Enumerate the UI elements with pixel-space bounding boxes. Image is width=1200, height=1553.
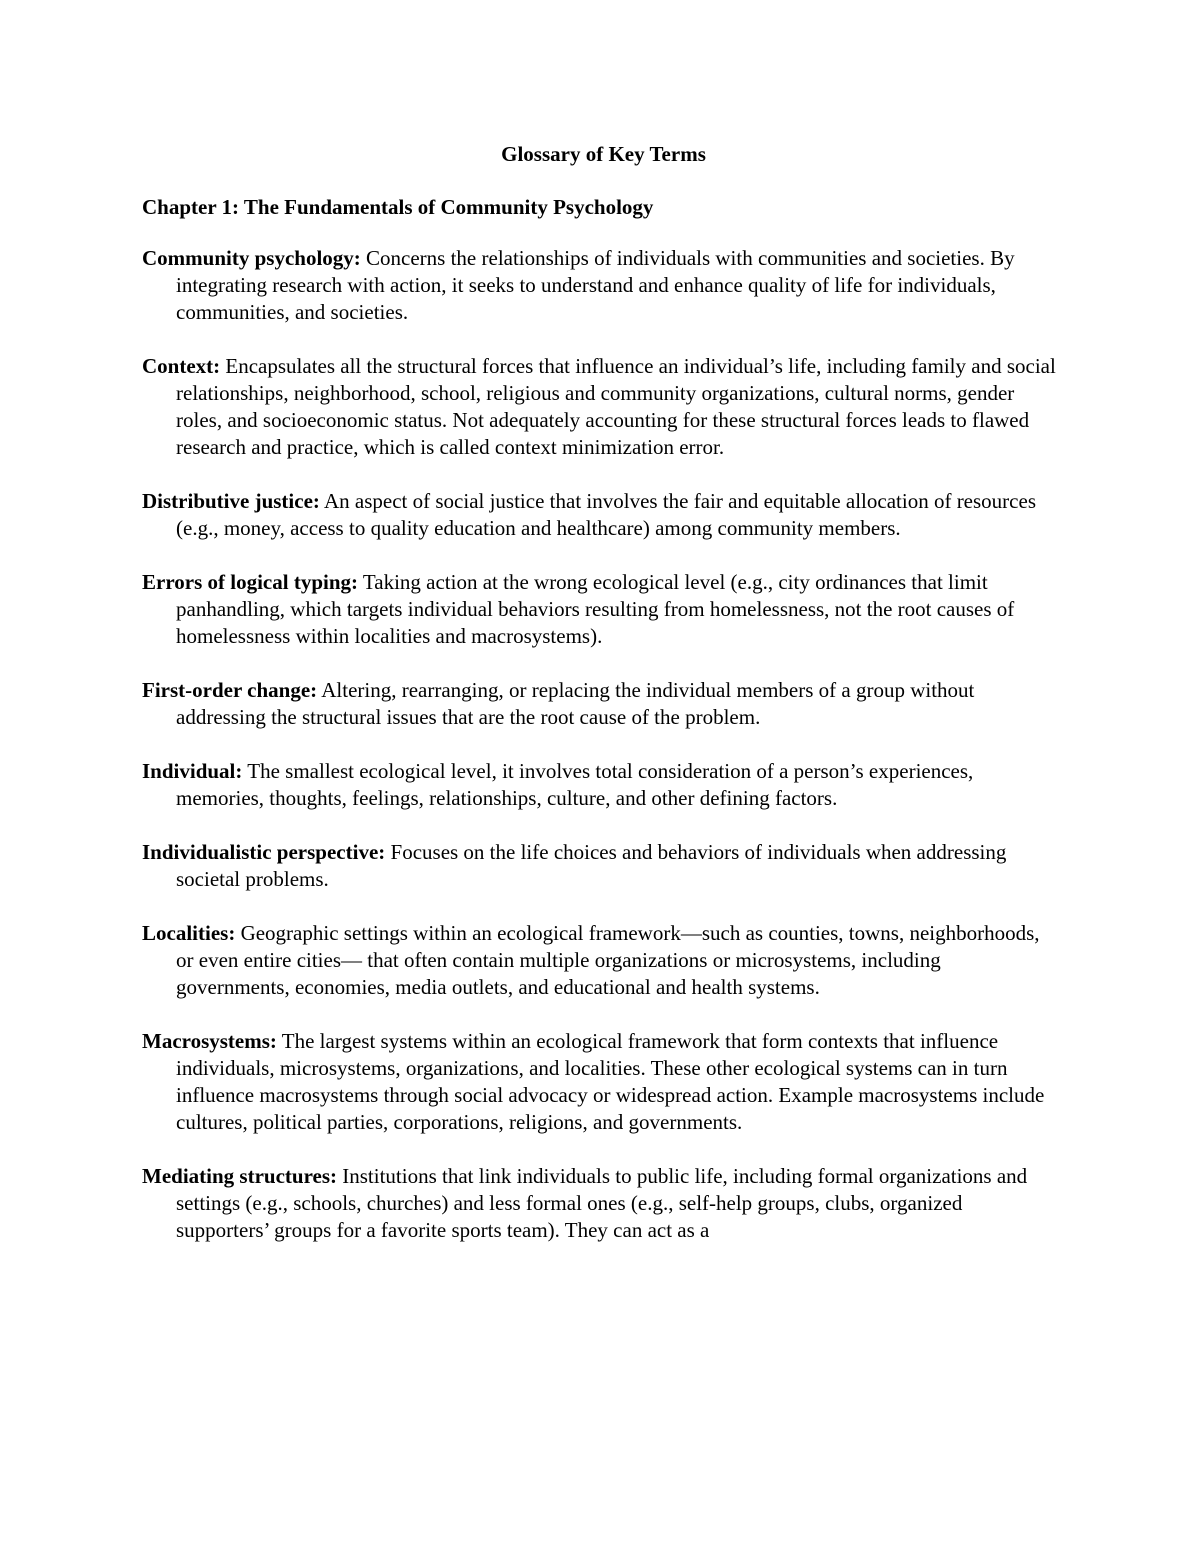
glossary-entry [142, 920, 1057, 1001]
glossary-definition: An aspect of social justice that involves the fair and equitable allocation of resources (e.g., money, access to quality education and healthcare) among community members. [176, 489, 1036, 540]
glossary-entry [142, 1163, 1057, 1244]
glossary-term: Distributive justice: [142, 489, 320, 513]
document-page [142, 140, 1057, 1271]
glossary-term: Community psychology: [142, 246, 361, 270]
glossary-term: Localities: [142, 921, 236, 945]
glossary-entry [142, 677, 1057, 731]
glossary-term: Mediating structures: [142, 1164, 337, 1188]
glossary-entry [142, 758, 1057, 812]
glossary-entry [142, 839, 1057, 893]
glossary-definition: Encapsulates all the structural forces that influence an individual’s life, including family and social relationships, neighborhood, school, religious and community organizations, cultural norms, gender roles, and socioeconomic status. Not adequately accounting for these structural forces leads to flawed research and practice, which is called context minimization error. [176, 354, 1056, 459]
glossary-entry [142, 569, 1057, 650]
glossary-entry [142, 353, 1057, 461]
glossary-term: Macrosystems: [142, 1029, 277, 1053]
glossary-definition: Altering, rearranging, or replacing the individual members of a group without addressing the structural issues that are the root cause of the problem. [176, 678, 975, 729]
glossary-definition: Taking action at the wrong ecological level (e.g., city ordinances that limit panhandling, which targets individual behaviors resulting from homelessness, not the root causes of homelessness within localities and macrosystems). [176, 570, 1015, 648]
document-title: Glossary of Key Terms [501, 142, 706, 166]
chapter-heading: Chapter 1: The Fundamentals of Community Psychology [142, 195, 654, 219]
glossary-term: Individual: [142, 759, 243, 783]
glossary-entry [142, 488, 1057, 542]
glossary-definition: Geographic settings within an ecological framework—such as counties, towns, neighborhoods, or even entire cities— that often contain multiple organizations or microsystems, including governments, economies, media outlets, and educational and health systems. [176, 921, 1040, 999]
glossary-definition: Institutions that link individuals to public life, including formal organizations and settings (e.g., schools, churches) and less formal ones (e.g., self-help groups, clubs, organized supporters’ groups for a favorite sports team). They can act as a [176, 1164, 1028, 1242]
glossary-term: Context: [142, 354, 221, 378]
glossary-term: Errors of logical typing: [142, 570, 359, 594]
glossary-entry [142, 245, 1057, 326]
glossary-definition: The smallest ecological level, it involves total consideration of a person’s experiences, memories, thoughts, feelings, relationships, culture, and other defining factors. [176, 759, 974, 810]
glossary-entry [142, 1028, 1057, 1136]
glossary-definition: The largest systems within an ecological framework that form contexts that influence individuals, microsystems, organizations, and localities. These other ecological systems can in turn influence macrosystems through social advocacy or widespread action. Example macrosystems include cultures, political parties, corporations, religions, and governments. [176, 1029, 1045, 1134]
glossary-definition: Concerns the relationships of individuals with communities and societies. By integrating research with action, it seeks to understand and enhance quality of life for individuals, communities, and societies. [176, 246, 1015, 324]
glossary-term: Individualistic perspective: [142, 840, 386, 864]
glossary-definition: Focuses on the life choices and behaviors of individuals when addressing societal problems. [176, 840, 1007, 891]
glossary-term: First-order change: [142, 678, 318, 702]
